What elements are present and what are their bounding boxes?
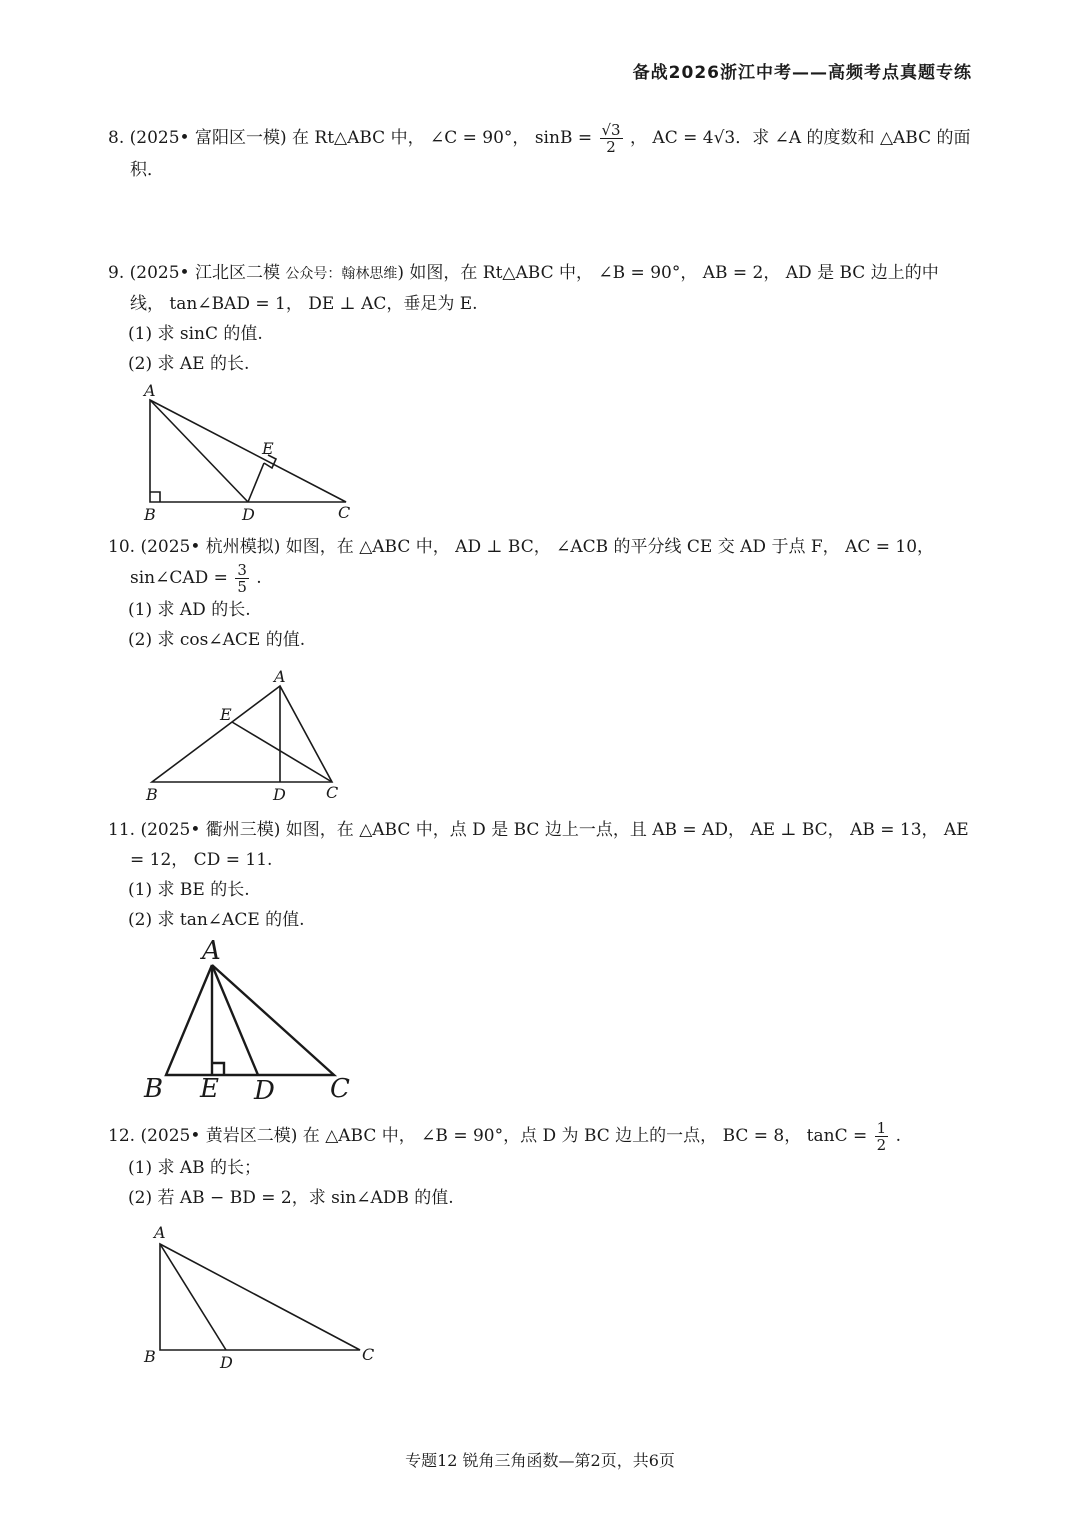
q10-fraction — [235, 562, 249, 595]
q12-label-b: B — [144, 1347, 156, 1366]
q9-segment-de — [248, 463, 264, 502]
question-12-line-1 — [108, 1120, 988, 1153]
q11-label-d: D — [254, 1076, 275, 1106]
q10-triangle-abc — [152, 686, 332, 782]
figure-q12-triangle — [140, 1222, 390, 1372]
question-9-line-1 — [108, 258, 988, 289]
q11-label-b: B — [144, 1074, 164, 1104]
question-11 — [108, 815, 988, 935]
q12-label-a: A — [154, 1223, 166, 1242]
q10-text-post: . — [256, 568, 262, 588]
q10-segment-ce — [232, 722, 332, 782]
figure-q10-triangle — [140, 668, 360, 808]
q12-text-post: . — [895, 1126, 901, 1146]
q11-label-e: E — [200, 1074, 219, 1104]
q9-source-note: 公众号：翰林思维 — [285, 266, 398, 282]
question-8-line-2: 积． — [130, 160, 164, 180]
q9-text-pre: 9. (2025• 江北区二模 — [108, 263, 286, 283]
q8-fraction-sinB — [600, 122, 623, 155]
q9-label-b: B — [144, 505, 156, 524]
question-11-subquestion-2: (2) 求 tan∠ACE 的值. — [128, 910, 305, 930]
question-9-subquestion-2: (2) 求 AE 的长. — [128, 354, 250, 374]
question-11-line-1: 11. (2025• 衢州三模) 如图，在 △ABC 中，点 D 是 BC 边上一点，且 AB = AD， AE ⊥ BC， AB = 13， AE — [108, 820, 969, 840]
q11-label-c: C — [330, 1074, 350, 1104]
q10-fraction-denominator: 5 — [237, 578, 247, 596]
q12-text-pre: 12. (2025• 黄岩区二模) 在 △ABC 中， ∠B = 90°，点 D 为 BC 边上的一点， BC = 8， tanC = — [108, 1126, 868, 1146]
q8-text-post: ， AC = 4√3．求 ∠A 的度数和 △ABC 的面 — [630, 128, 971, 148]
question-9-subquestion-1: (1) 求 sinC 的值. — [128, 324, 263, 344]
question-10-subquestion-1: (1) 求 AD 的长. — [128, 600, 251, 620]
page-footer: 专题12 锐角三角函数—第2页，共6页 — [405, 1451, 675, 1470]
q9-label-d: D — [242, 505, 255, 524]
q9-text-post: ) 如图，在 Rt△ABC 中， ∠B = 90°， AB = 2， AD 是 BC 边上的中 — [397, 263, 939, 283]
q10-label-b: B — [146, 785, 158, 804]
question-11-subquestion-1: (1) 求 BE 的长. — [128, 880, 250, 900]
q12-label-d: D — [220, 1353, 233, 1372]
figure-q11-triangle — [140, 935, 370, 1110]
figure-q9-triangle — [130, 380, 370, 525]
question-10-line-2 — [108, 562, 988, 595]
q9-right-angle-b — [150, 492, 160, 502]
page-header: 备战2026浙江中考——高频考点真题专练 — [632, 63, 972, 83]
q10-label-d: D — [273, 785, 286, 804]
q8-fraction-denominator: 2 — [606, 138, 616, 156]
question-9 — [108, 258, 988, 379]
question-10-line-1: 10. (2025• 杭州模拟) 如图，在 △ABC 中， AD ⊥ BC， ∠ACB 的平分线 CE 交 AD 于点 F， AC = 10， — [108, 537, 935, 557]
question-12-subquestion-2: (2) 若 AB − BD = 2，求 sin∠ADB 的值. — [128, 1188, 454, 1208]
q9-segment-ad — [150, 400, 248, 502]
q12-label-c: C — [362, 1345, 375, 1364]
q12-triangle-abc — [160, 1244, 360, 1350]
question-12-subquestion-1: (1) 求 AB 的长； — [128, 1158, 262, 1178]
q12-segment-ad — [160, 1244, 226, 1350]
q10-label-c: C — [326, 783, 339, 802]
q9-triangle-abc — [150, 400, 346, 502]
q10-label-e: E — [220, 705, 232, 724]
q9-label-c: C — [338, 503, 351, 522]
q11-segment-ad — [212, 965, 258, 1075]
q9-label-e: E — [262, 439, 274, 458]
question-10-subquestion-2: (2) 求 cos∠ACE 的值. — [128, 630, 306, 650]
q12-fraction — [875, 1120, 889, 1153]
question-8 — [108, 122, 988, 185]
q10-fraction-numerator: 3 — [237, 561, 247, 579]
question-10 — [108, 532, 988, 655]
q8-fraction-numerator: √3 — [601, 121, 621, 139]
q10-label-a: A — [274, 667, 286, 686]
q8-text-pre: 8. (2025• 富阳区一模) 在 Rt△ABC 中， ∠C = 90°， sinB = — [108, 128, 593, 148]
q12-fraction-numerator: 1 — [876, 1119, 887, 1137]
question-11-line-2: = 12， CD = 11. — [130, 850, 273, 870]
q11-label-a: A — [202, 936, 221, 966]
question-9-line-2: 线， tan∠BAD = 1， DE ⊥ AC，垂足为 E. — [130, 294, 478, 314]
question-12 — [108, 1120, 988, 1213]
q10-text-pre: sin∠CAD = — [130, 568, 228, 588]
question-8-line-1 — [108, 122, 988, 155]
q12-fraction-denominator: 2 — [876, 1136, 887, 1154]
q9-label-a: A — [144, 381, 156, 400]
